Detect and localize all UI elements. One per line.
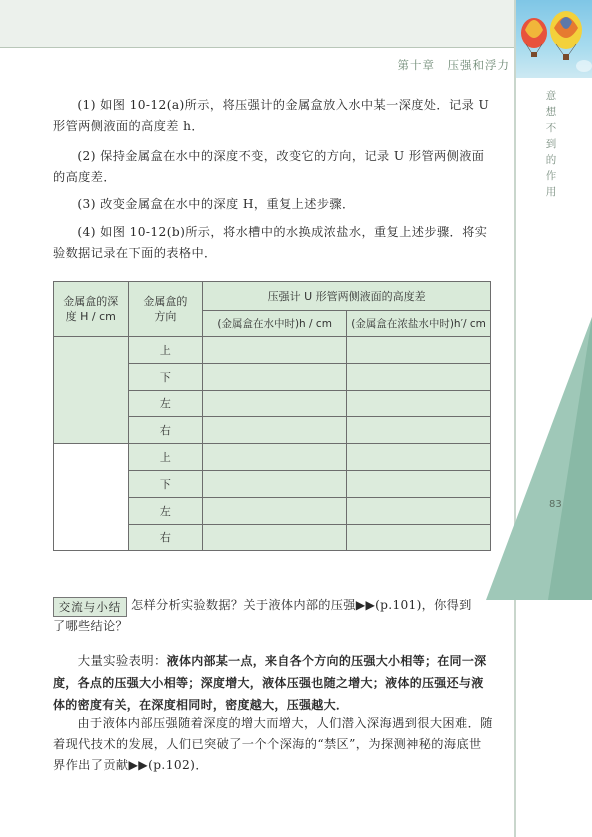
hot-air-balloon-image (516, 0, 592, 78)
brine-cell (347, 390, 491, 417)
table-header-brine: (金属盒在浓盐水中时)h′/ cm (347, 311, 491, 337)
summary-label: 交流与小结 (53, 597, 127, 617)
water-cell (203, 417, 347, 444)
side-note-char: 的 (545, 154, 557, 166)
brine-cell (347, 363, 491, 390)
side-note-char: 用 (545, 186, 557, 198)
brine-cell (347, 337, 491, 364)
water-cell (203, 470, 347, 497)
water-cell (203, 444, 347, 471)
table-header-water: (金属盒在水中时)h / cm (203, 311, 347, 337)
depth-cell (54, 444, 129, 551)
water-cell (203, 337, 347, 364)
table-header-direction: 金属盒的方向 (128, 282, 203, 337)
step-1: (1) 如图 10-12(a)所示，将压强计的金属盒放入水中某一深度处．记录 U 形管两侧液面的高度差 h． (53, 98, 490, 133)
table-row (54, 444, 491, 471)
decorative-triangle (486, 317, 592, 600)
brine-cell (347, 470, 491, 497)
direction-cell: 上 (128, 337, 203, 364)
step-3: (3) 改变金属盒在水中的深度 H，重复上述步骤． (77, 197, 355, 211)
chapter-title: 第十章 压强和浮力 (397, 58, 510, 72)
closing-paragraph: 由于液体内部压强随着深度的增大而增大，人们潜入深海遇到很大困难．随着现代技术的发展，人们已突破了一个个深海的“禁区”，为探测神秘的海底世界作出了贡献▶▶(p.102)． (53, 716, 493, 772)
depth-cell (54, 337, 129, 444)
direction-cell: 右 (128, 524, 203, 551)
side-note (543, 88, 559, 200)
water-cell (203, 524, 347, 551)
side-note-char: 不 (545, 122, 557, 134)
direction-cell: 下 (128, 470, 203, 497)
table-row (54, 337, 491, 364)
side-note-char: 想 (545, 106, 557, 118)
brine-cell (347, 444, 491, 471)
header-bar (0, 0, 514, 47)
water-cell (203, 363, 347, 390)
water-cell (203, 390, 347, 417)
brine-cell (347, 524, 491, 551)
data-table (53, 281, 491, 551)
conclusion-paragraph (53, 650, 493, 716)
step-4: (4) 如图 10-12(b)所示，将水槽中的水换成浓盐水，重复上述步骤．将实验数据记录在下面的表格中． (53, 225, 488, 260)
page-number: 83 (549, 499, 562, 510)
conclusion-bold: 液体内部某一点，来自各个方向的压强大小相等；在同一深度，各点的压强大小相等；深度增大，液体压强也随之增大；液体的压强还与液体的密度有关，在深度相同时，密度越大，压强越大． (53, 654, 487, 712)
direction-cell: 上 (128, 444, 203, 471)
direction-cell: 左 (128, 390, 203, 417)
water-cell (203, 497, 347, 524)
summary-question-cont: 了哪些结论？ (53, 619, 128, 633)
direction-cell: 右 (128, 417, 203, 444)
brine-cell (347, 417, 491, 444)
header-divider (0, 47, 514, 48)
step-2: (2) 保持金属盒在水中的深度不变，改变它的方向，记录 U 形管两侧液面的高度差． (53, 149, 485, 184)
table-header-group: 压强计 U 形管两侧液面的高度差 (203, 282, 491, 311)
side-note-char: 意 (545, 90, 557, 102)
direction-cell: 下 (128, 363, 203, 390)
table-header-depth: 金属盒的深度 H / cm (54, 282, 129, 337)
side-note-char: 作 (545, 170, 557, 182)
brine-cell (347, 497, 491, 524)
conclusion-intro: 大量实验表明： (77, 653, 167, 668)
summary-question: 怎样分析实验数据？关于液体内部的压强▶▶(p.101)，你得到 (131, 598, 472, 612)
direction-cell: 左 (128, 497, 203, 524)
side-note-char: 到 (545, 138, 557, 150)
